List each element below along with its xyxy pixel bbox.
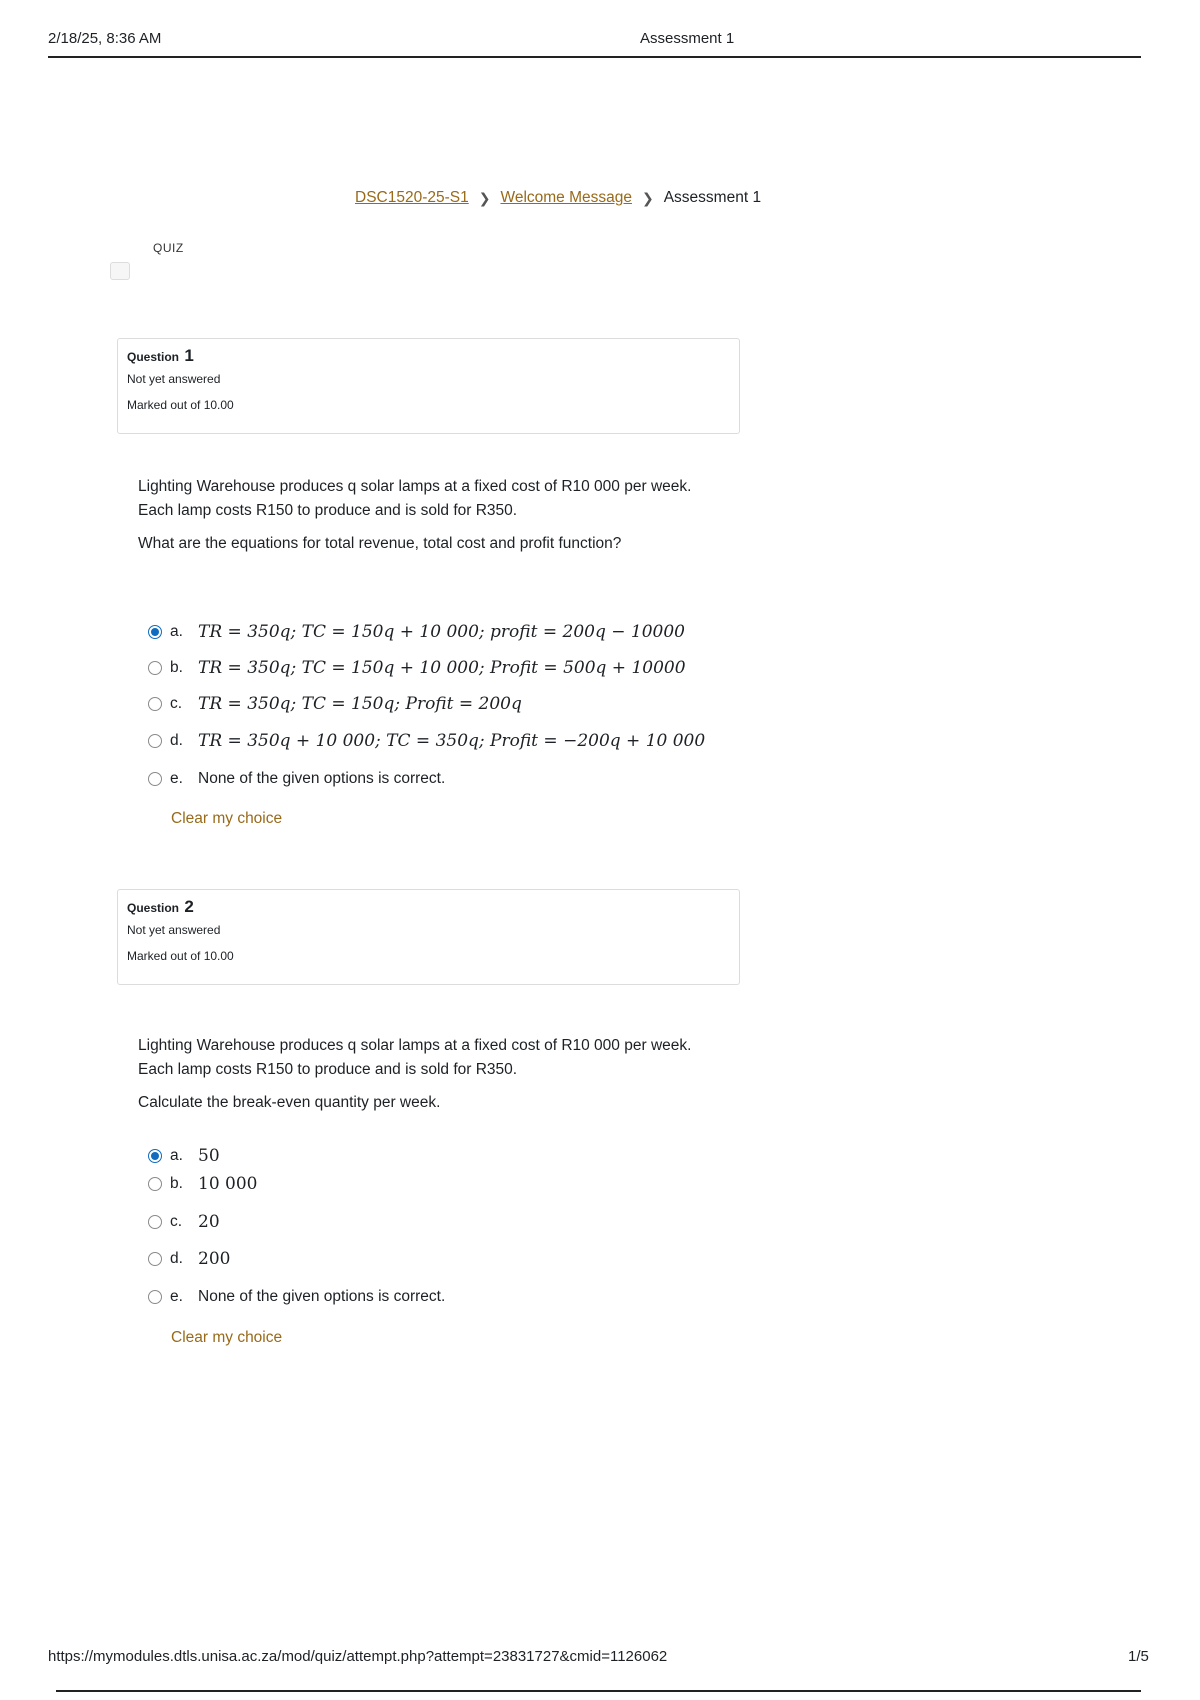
option-letter: c. <box>170 1213 183 1230</box>
question-1-info <box>117 338 740 434</box>
print-title: Assessment 1 <box>640 30 735 47</box>
footer-divider <box>56 1690 1141 1692</box>
radio-icon[interactable] <box>148 1215 162 1229</box>
radio-icon[interactable] <box>148 697 162 711</box>
print-header <box>48 30 1141 58</box>
question-2-option-c[interactable] <box>148 1212 220 1232</box>
question-number <box>127 346 730 366</box>
option-text: TR = 350q + 10 000; TC = 350q; Profit = −200q + 10 000 <box>198 731 706 751</box>
breadcrumb-current: Assessment 1 <box>663 189 762 206</box>
breadcrumb-course-link[interactable]: DSC1520-25-S1 <box>355 189 469 206</box>
option-text: 50 <box>198 1146 220 1166</box>
question-state: Not yet answered <box>127 372 221 386</box>
option-letter: b. <box>170 659 183 676</box>
print-url: https://mymodules.dtls.unisa.ac.za/mod/quiz/attempt.php?attempt=23831727&cmid=1126062 <box>48 1648 668 1665</box>
radio-icon[interactable] <box>148 1177 162 1191</box>
radio-icon[interactable] <box>148 1252 162 1266</box>
question-label: Question <box>127 350 180 364</box>
radio-icon[interactable] <box>148 661 162 675</box>
question-2-option-d[interactable] <box>148 1249 230 1269</box>
chevron-right-icon: ❯ <box>641 189 654 206</box>
breadcrumb <box>355 189 761 207</box>
option-text: TR = 350q; TC = 150q + 10 000; profit = 200q − 10000 <box>198 622 685 642</box>
radio-selected-icon[interactable] <box>148 625 162 639</box>
radio-icon[interactable] <box>148 772 162 786</box>
option-text: None of the given options is correct. <box>198 1288 446 1305</box>
question-prompt: What are the equations for total revenue, total cost and profit function? <box>138 535 622 552</box>
question-1-option-a[interactable] <box>148 622 685 642</box>
radio-icon[interactable] <box>148 734 162 748</box>
question-prompt: Calculate the break-even quantity per week. <box>138 1094 441 1111</box>
option-letter: d. <box>170 1250 183 1267</box>
question-2-text <box>138 1034 698 1115</box>
question-1-option-e[interactable] <box>148 770 445 788</box>
option-text: 200 <box>198 1249 231 1269</box>
question-stem: Lighting Warehouse produces q solar lamps at a fixed cost of R10 000 per week. Each lamp costs R150 to produce and is sold for R350. <box>138 1037 692 1078</box>
question-label: Question <box>127 901 180 915</box>
option-letter: e. <box>170 1288 183 1305</box>
question-1-clear-choice-link[interactable]: Clear my choice <box>171 810 283 827</box>
question-2-option-e[interactable] <box>148 1288 445 1306</box>
question-1-text <box>138 475 698 556</box>
print-page-number: 1/5 <box>1128 1648 1149 1665</box>
breadcrumb-section-link[interactable]: Welcome Message <box>500 189 632 206</box>
chevron-right-icon: ❯ <box>478 189 491 206</box>
option-letter: a. <box>170 1147 183 1164</box>
question-2-info <box>117 889 740 985</box>
question-1-option-d[interactable] <box>148 731 705 751</box>
question-number-value: 2 <box>184 897 194 916</box>
question-grade: Marked out of 10.00 <box>127 398 234 412</box>
print-datetime: 2/18/25, 8:36 AM <box>48 30 162 47</box>
question-2-option-a[interactable] <box>148 1146 220 1166</box>
option-text: TR = 350q; TC = 150q + 10 000; Profit = 500q + 10000 <box>198 658 686 678</box>
question-1-option-c[interactable] <box>148 694 522 714</box>
question-1-option-b[interactable] <box>148 658 686 678</box>
option-letter: d. <box>170 732 183 749</box>
question-number-value: 1 <box>184 346 194 365</box>
radio-icon[interactable] <box>148 1290 162 1304</box>
radio-selected-icon[interactable] <box>148 1149 162 1163</box>
option-letter: a. <box>170 623 183 640</box>
quiz-icon <box>110 262 130 280</box>
question-2-option-b[interactable] <box>148 1174 257 1194</box>
quiz-activity-label: QUIZ <box>153 241 184 255</box>
option-text: 10 000 <box>198 1174 258 1194</box>
option-text: TR = 350q; TC = 150q; Profit = 200q <box>198 694 522 714</box>
question-number <box>127 897 730 917</box>
question-2-clear-choice-link[interactable]: Clear my choice <box>171 1329 283 1346</box>
option-letter: e. <box>170 770 183 787</box>
question-state: Not yet answered <box>127 923 221 937</box>
question-grade: Marked out of 10.00 <box>127 949 234 963</box>
option-text: 20 <box>198 1212 220 1232</box>
option-letter: c. <box>170 695 183 712</box>
option-letter: b. <box>170 1175 183 1192</box>
question-stem: Lighting Warehouse produces q solar lamps at a fixed cost of R10 000 per week. Each lamp costs R150 to produce and is sold for R350. <box>138 478 692 519</box>
option-text: None of the given options is correct. <box>198 770 446 787</box>
